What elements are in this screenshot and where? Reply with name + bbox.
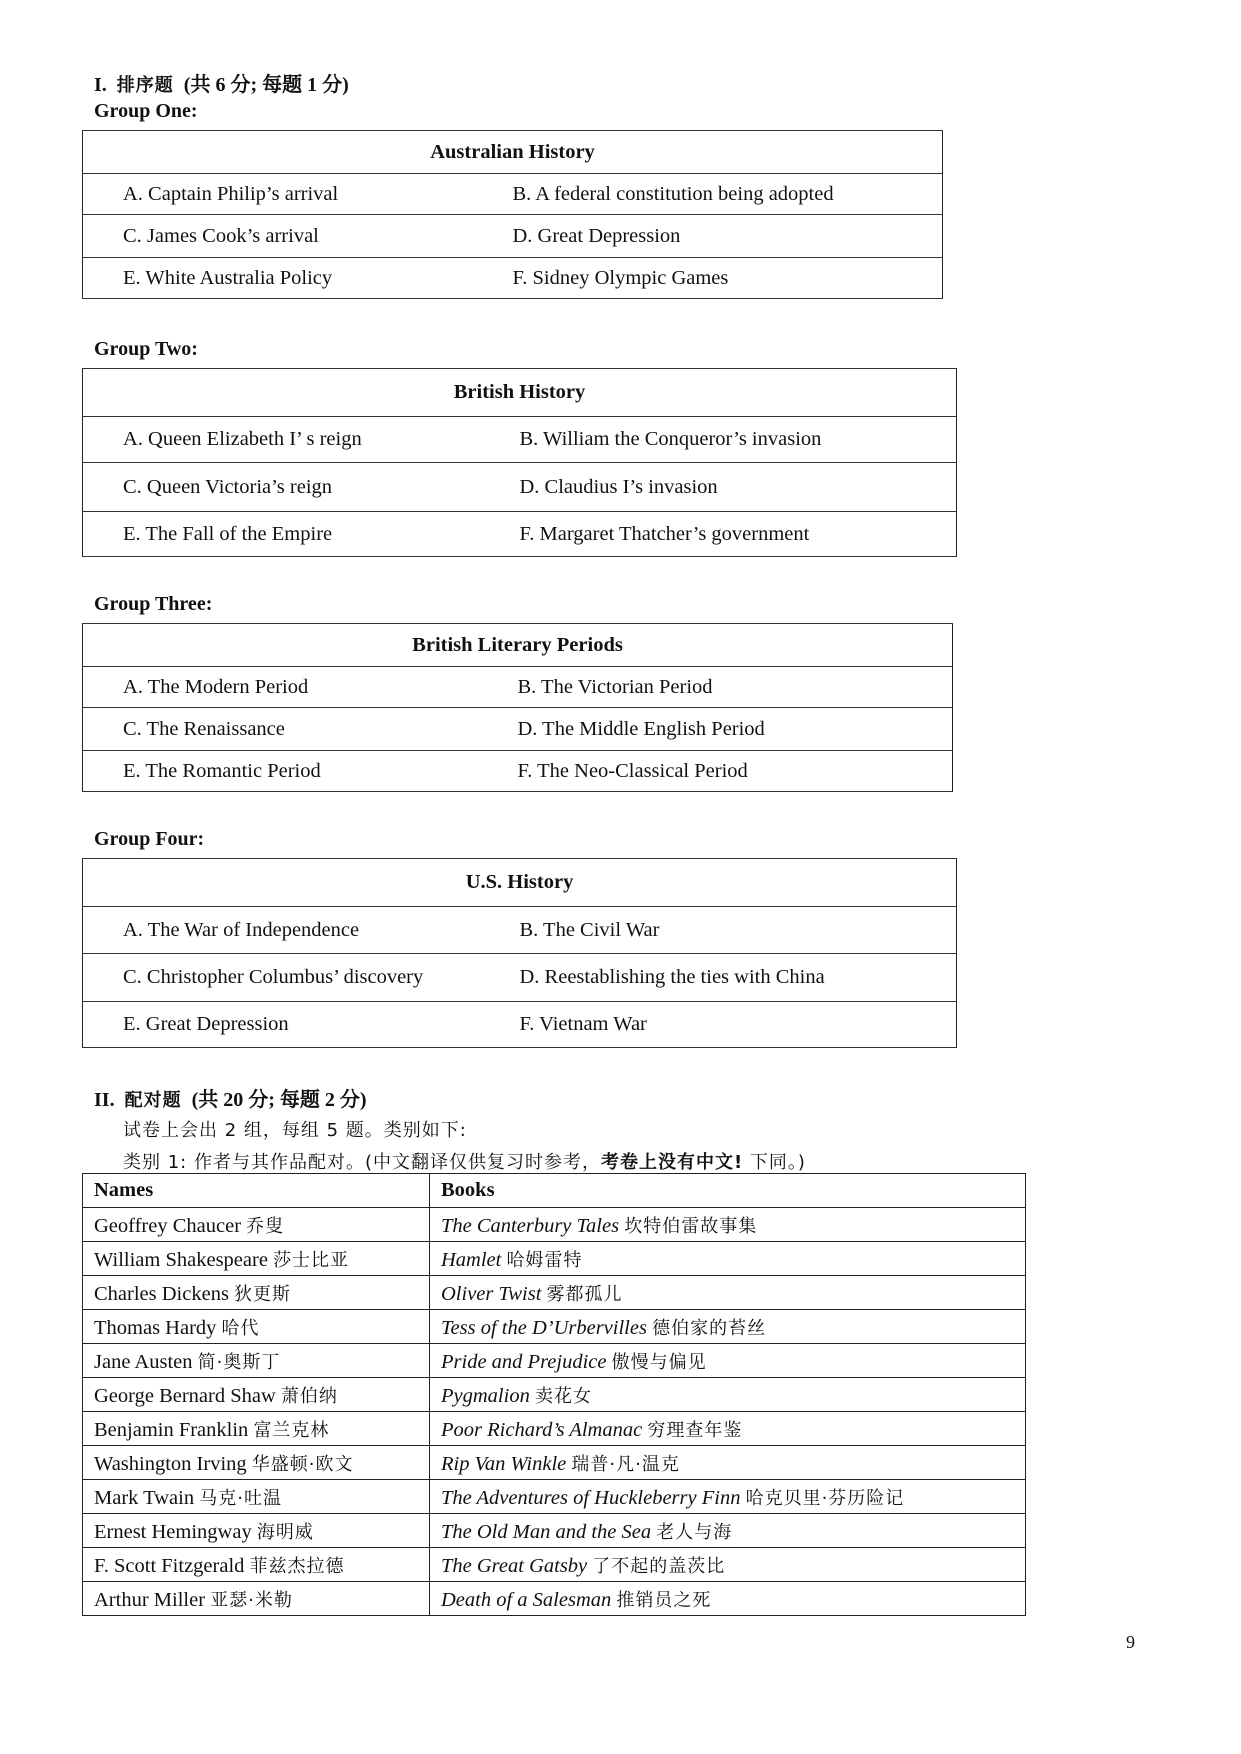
group-1-item-c: C. James Cook’s arrival [83, 215, 513, 258]
group-4-label: Group Four: [94, 828, 205, 850]
author-name-zh: 富兰克林 [253, 1419, 330, 1441]
author-name: Thomas Hardy [94, 1316, 217, 1339]
category-note-text: 类别 1: 作者与其作品配对。(中文翻译仅供复习时参考， [123, 1152, 601, 1173]
book-title-zh: 了不起的盖茨比 [592, 1555, 726, 1577]
table-row [83, 1242, 1026, 1276]
book-title: Death of a Salesman [441, 1588, 612, 1611]
author-name-zh: 马克·吐温 [199, 1487, 282, 1509]
category-note-suffix: 下同。) [743, 1152, 806, 1173]
author-name: F. Scott Fitzgerald [94, 1554, 245, 1577]
group-3-item-c: C. The Renaissance [83, 708, 518, 751]
section-1-title [94, 68, 349, 97]
section-2-number: II. [94, 1089, 115, 1111]
book-title-zh: 哈姆雷特 [506, 1249, 583, 1271]
group-2-item-a: A. Queen Elizabeth I’ s reign [83, 417, 520, 463]
section-2-label: 配对题 [124, 1090, 182, 1111]
group-1-item-f: F. Sidney Olympic Games [513, 258, 943, 299]
author-name: Ernest Hemingway [94, 1520, 252, 1543]
book-title-zh: 推销员之死 [616, 1589, 712, 1611]
book-title-zh: 坎特伯雷故事集 [624, 1215, 758, 1237]
group-4-item-b: B. The Civil War [520, 907, 957, 954]
book-title-zh: 哈克贝里·芬历险记 [745, 1487, 905, 1509]
book-title: The Adventures of Huckleberry Finn [441, 1486, 741, 1509]
table-row [83, 1446, 1026, 1480]
group-3-item-d: D. The Middle English Period [518, 708, 953, 751]
group-1-item-e: E. White Australia Policy [83, 258, 513, 299]
author-name: Charles Dickens [94, 1282, 229, 1305]
book-title-zh: 雾都孤儿 [546, 1283, 623, 1305]
category-note-emphasis: 考卷上没有中文! [600, 1152, 744, 1173]
author-name-zh: 菲兹杰拉德 [249, 1555, 345, 1577]
group-1-table-title: Australian History [83, 131, 943, 174]
group-2-item-f: F. Margaret Thatcher’s government [520, 512, 957, 557]
book-title: Pride and Prejudice [441, 1350, 607, 1373]
group-3-item-b: B. The Victorian Period [518, 667, 953, 708]
group-3-item-e: E. The Romantic Period [83, 751, 518, 792]
author-name-zh: 乔叟 [246, 1215, 285, 1237]
group-4-item-e: E. Great Depression [83, 1002, 520, 1048]
group-3-item-a: A. The Modern Period [83, 667, 518, 708]
book-title-zh: 德伯家的苔丝 [652, 1317, 767, 1339]
group-1-table [82, 130, 943, 299]
author-name: Mark Twain [94, 1486, 195, 1509]
section-2-category-note [123, 1148, 806, 1174]
book-title-zh: 卖花女 [534, 1385, 592, 1407]
group-4-item-f: F. Vietnam War [520, 1002, 957, 1048]
table-row [83, 1582, 1026, 1616]
author-name-zh: 简·奥斯丁 [197, 1351, 281, 1373]
group-4-table [82, 858, 957, 1048]
section-1-number: I. [94, 74, 107, 96]
column-header-names: Names [83, 1174, 430, 1208]
authors-works-table [82, 1173, 1026, 1616]
author-name-zh: 亚瑟·米勒 [210, 1589, 293, 1611]
section-2-title [94, 1083, 367, 1112]
group-2-table-title: British History [83, 369, 957, 417]
book-title: The Old Man and the Sea [441, 1520, 652, 1543]
table-row [83, 1344, 1026, 1378]
group-1-item-d: D. Great Depression [513, 215, 943, 258]
group-2-item-c: C. Queen Victoria’s reign [83, 463, 520, 512]
table-row [83, 1378, 1026, 1412]
author-name-zh: 海明威 [256, 1521, 314, 1543]
section-1-label: 排序题 [116, 75, 174, 96]
book-title-zh: 傲慢与偏见 [611, 1351, 707, 1373]
table-row [83, 1276, 1026, 1310]
group-3-table-title: British Literary Periods [83, 624, 953, 667]
author-name: Jane Austen [94, 1350, 193, 1373]
table-row [83, 1310, 1026, 1344]
group-2-table [82, 368, 957, 557]
section-1-score: (共 6 分; 每题 1 分) [183, 74, 349, 96]
author-name-zh: 狄更斯 [234, 1283, 292, 1305]
table-row [83, 1514, 1026, 1548]
author-name-zh: 哈代 [221, 1317, 260, 1339]
group-2-item-b: B. William the Conqueror’s invasion [520, 417, 957, 463]
table-row [83, 1208, 1026, 1242]
group-4-item-c: C. Christopher Columbus’ discovery [83, 954, 520, 1002]
section-2-score: (共 20 分; 每题 2 分) [191, 1089, 367, 1111]
book-title: The Canterbury Tales [441, 1214, 620, 1237]
book-title-zh: 瑞普·凡·温克 [571, 1453, 680, 1475]
author-name: George Bernard Shaw [94, 1384, 276, 1407]
column-header-books: Books [430, 1174, 1026, 1208]
book-title: Hamlet [441, 1248, 502, 1271]
author-name: Benjamin Franklin [94, 1418, 249, 1441]
book-title-zh: 穷理查年鉴 [647, 1419, 743, 1441]
book-title-zh: 老人与海 [656, 1521, 733, 1543]
group-4-item-a: A. The War of Independence [83, 907, 520, 954]
book-title: Poor Richard’s Almanac [441, 1418, 643, 1441]
group-2-item-e: E. The Fall of the Empire [83, 512, 520, 557]
table-row [83, 1548, 1026, 1582]
author-name: Arthur Miller [94, 1588, 206, 1611]
book-title: Tess of the D’Urbervilles [441, 1316, 647, 1339]
page-number: 9 [1126, 1632, 1135, 1652]
group-2-label: Group Two: [94, 338, 198, 360]
book-title: Rip Van Winkle [441, 1452, 567, 1475]
table-row [83, 1412, 1026, 1446]
author-name: Washington Irving [94, 1452, 247, 1475]
group-3-label: Group Three: [94, 593, 213, 615]
group-3-item-f: F. The Neo-Classical Period [518, 751, 953, 792]
author-name-zh: 萧伯纳 [280, 1385, 338, 1407]
book-title: Pygmalion [441, 1384, 530, 1407]
group-1-item-a: A. Captain Philip’s arrival [83, 174, 513, 215]
author-name-zh: 莎士比亚 [273, 1249, 350, 1271]
group-3-table [82, 623, 953, 792]
group-4-item-d: D. Reestablishing the ties with China [520, 954, 957, 1002]
author-name-zh: 华盛顿·欧文 [251, 1453, 354, 1475]
group-1-label: Group One: [94, 100, 198, 122]
book-title: Oliver Twist [441, 1282, 542, 1305]
book-title: The Great Gatsby [441, 1554, 588, 1577]
table-row [83, 1480, 1026, 1514]
group-2-item-d: D. Claudius I’s invasion [520, 463, 957, 512]
author-name: William Shakespeare [94, 1248, 268, 1271]
section-2-intro: 试卷上会出 2 组，每组 5 题。类别如下: [123, 1120, 467, 1141]
author-name: Geoffrey Chaucer [94, 1214, 242, 1237]
group-4-table-title: U.S. History [83, 859, 957, 907]
group-1-item-b: B. A federal constitution being adopted [513, 174, 943, 215]
